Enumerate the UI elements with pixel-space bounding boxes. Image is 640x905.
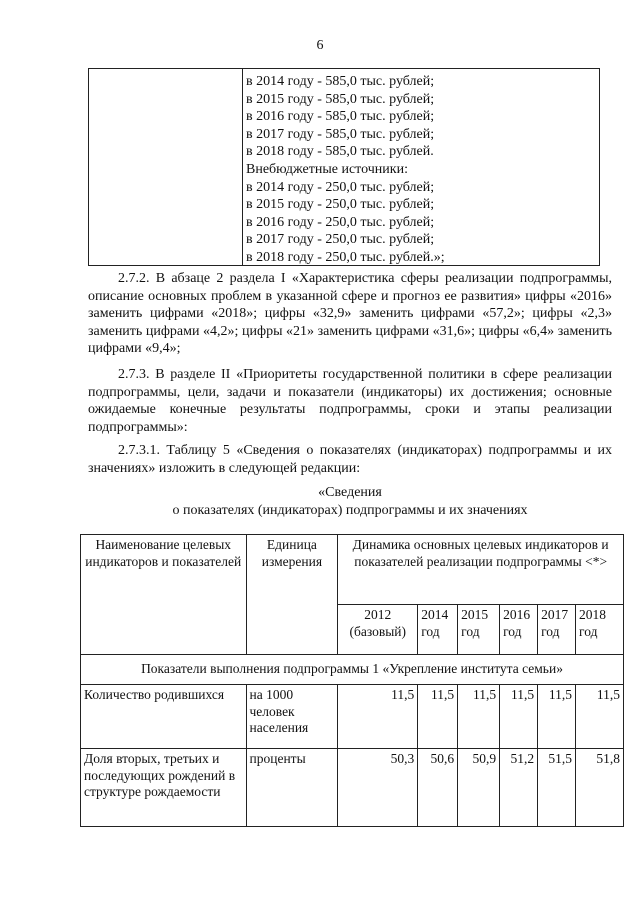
value-2017: 11,5 (538, 685, 576, 749)
value-2018: 11,5 (576, 685, 624, 749)
indicator-unit: проценты (246, 749, 338, 827)
year-note: год (503, 623, 522, 639)
funding-line: в 2016 году - 250,0 тыс. рублей; (246, 214, 435, 230)
year-label: 2014 (421, 607, 449, 622)
header-unit: Единица измерения (246, 535, 338, 655)
funding-table (88, 68, 600, 266)
value-2018: 51,8 (576, 749, 624, 827)
value-2017: 51,5 (538, 749, 576, 827)
year-label: 2018 (579, 607, 607, 622)
year-header-2014 (418, 605, 458, 655)
funding-line: в 2017 году - 585,0 тыс. рублей; (246, 126, 435, 142)
table-heading-line1: «Сведения (318, 485, 382, 500)
indicators-table (80, 534, 624, 827)
indicator-name: Количество родившихся (81, 685, 247, 749)
paragraph-2-7-3-1 (88, 442, 612, 477)
page-number: 6 (316, 38, 324, 53)
year-label: 2017 (541, 607, 569, 622)
year-header-2017 (538, 605, 576, 655)
year-header-2015 (458, 605, 500, 655)
paragraph-text: 2.7.2. В абзаце 2 раздела I «Характеристика сферы реализации подпрограммы, описание основных проблем в указанной сфере и прогноз ее развития» цифры «2016» заменить цифрами «2018»; цифры «32,9» заменить цифрами «57,2»; цифры «2,3» заменить цифрами «4,2»; цифры «21» заменить цифрами «31,6»; цифры «6,4» заменить цифрами «9,4»; (88, 271, 612, 357)
year-note: (базовый) (349, 623, 407, 639)
table-heading-line2: о показателях (индикаторах) подпрограммы и их значениях (172, 502, 528, 518)
section-title: Показатели выполнения подпрограммы 1 «Укрепление института семьи» (81, 655, 624, 685)
indicator-name: Доля вторых, третьих и последующих рождений в структуре рождаемости (81, 749, 247, 827)
table-heading (88, 484, 612, 519)
funding-lines (246, 73, 445, 267)
value-2014: 50,6 (418, 749, 458, 827)
value-2016: 51,2 (500, 749, 538, 827)
funding-line: в 2018 году - 585,0 тыс. рублей. (246, 144, 434, 160)
value-2012: 11,5 (338, 685, 418, 749)
year-note: год (461, 623, 480, 639)
header-name: Наименование целевых индикаторов и показателей (81, 535, 247, 655)
year-label: 2016 (503, 607, 531, 622)
header-dynamics: Динамика основных целевых индикаторов и показателей реализации подпрограммы <*> (338, 535, 624, 605)
funding-line: в 2018 году - 250,0 тыс. рублей.»; (246, 249, 445, 265)
year-header-2018 (576, 605, 624, 655)
year-header-2012 (338, 605, 418, 655)
funding-table-divider (242, 69, 243, 265)
funding-line: в 2016 году - 585,0 тыс. рублей; (246, 109, 435, 125)
value-2015: 11,5 (458, 685, 500, 749)
funding-line: в 2015 году - 250,0 тыс. рублей; (246, 197, 435, 213)
paragraph-text: 2.7.3.1. Таблицу 5 «Сведения о показателях (индикаторах) подпрограммы и их значениях» изложить в следующей редакции: (88, 443, 612, 476)
value-2012: 50,3 (338, 749, 418, 827)
year-label: 2015 (461, 607, 489, 622)
funding-line: в 2017 году - 250,0 тыс. рублей; (246, 232, 435, 248)
year-note: год (421, 623, 440, 639)
year-label: 2012 (364, 607, 392, 622)
funding-line: в 2015 году - 585,0 тыс. рублей; (246, 91, 435, 107)
paragraph-2-7-2 (88, 270, 612, 358)
paragraph-2-7-3 (88, 366, 612, 436)
table-row (81, 685, 624, 749)
table-row (81, 749, 624, 827)
funding-line: в 2014 году - 585,0 тыс. рублей; (246, 74, 435, 89)
year-note: год (541, 623, 560, 639)
value-2015: 50,9 (458, 749, 500, 827)
value-2016: 11,5 (500, 685, 538, 749)
year-header-2016 (500, 605, 538, 655)
funding-line: в 2014 году - 250,0 тыс. рублей; (246, 179, 435, 195)
indicator-unit: на 1000 человек населения (246, 685, 338, 749)
year-note: год (579, 623, 598, 639)
extrabudget-title: Внебюджетные источники: (246, 161, 408, 177)
paragraph-text: 2.7.3. В разделе II «Приоритеты государственной политики в сфере реализации подпрограммы, цели, задачи и показатели (индикаторы) их достижения; основные ожидаемые конечные результаты подпрограммы, сроки и этапы реализации подпрограммы»: (88, 367, 612, 435)
value-2014: 11,5 (418, 685, 458, 749)
